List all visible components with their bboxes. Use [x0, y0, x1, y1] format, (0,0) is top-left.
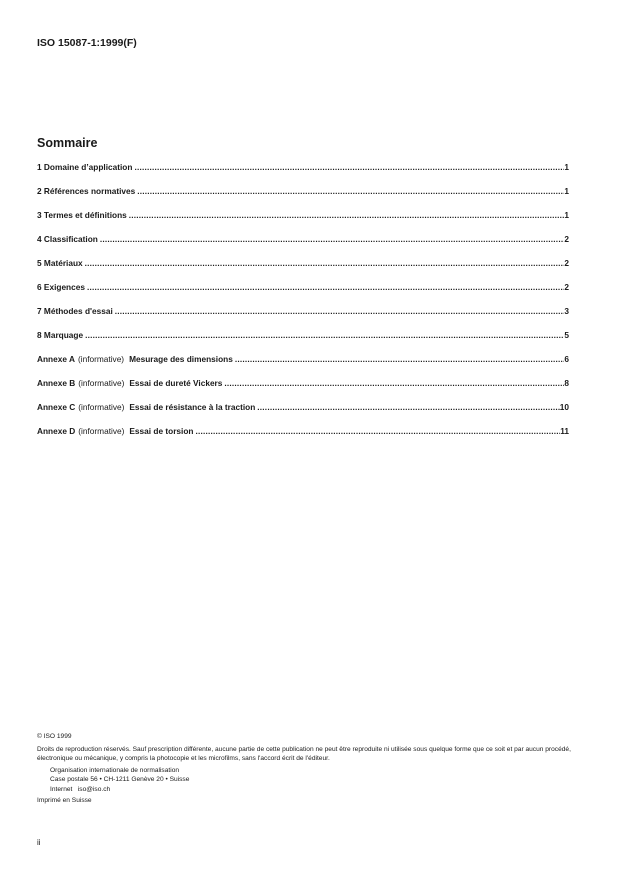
toc-entry-3[interactable] [37, 210, 569, 234]
table-of-contents [37, 162, 569, 450]
dot-leader [85, 330, 564, 340]
toc-page-number: 2 [564, 234, 569, 244]
dot-leader [129, 210, 565, 220]
toc-page-number: 1 [564, 186, 569, 196]
toc-entry-4[interactable] [37, 234, 569, 258]
toc-entry-6[interactable] [37, 282, 569, 306]
toc-page-number: 1 [564, 210, 569, 220]
page-number: ii [37, 838, 41, 847]
annex-title: Essai de torsion [129, 426, 194, 436]
dot-leader [235, 354, 565, 364]
organization-name: Organisation internationale de normalisation [50, 766, 180, 774]
toc-page-number: 8 [564, 378, 569, 388]
dot-leader [115, 306, 565, 316]
annex-type: (informative) [78, 426, 125, 436]
internet-contact [37, 785, 587, 795]
annex-type: (informative) [77, 354, 125, 364]
annex-label: Annexe D [37, 426, 76, 436]
dot-leader [85, 258, 565, 268]
toc-page-number: 10 [559, 402, 569, 412]
postal-address: Case postale 56 • CH-1211 Genève 20 • Suisse [50, 776, 190, 783]
annex-type: (informative) [78, 402, 125, 412]
email-link[interactable]: iso@iso.ch [77, 785, 111, 793]
toc-page-number: 6 [564, 354, 569, 364]
internet-label: Internet [50, 785, 73, 793]
dot-leader [137, 186, 564, 196]
document-id-header: ISO 15087-1:1999(F) [37, 37, 137, 49]
rights-statement: Droits de reproduction réservés. Sauf prescription différente, aucune partie de cette publication ne peut être reproduite ni utilisée sous quelque forme que ce soit et par aucun procédé, électronique ou mécanique, y compris la photocopie et les microfilms, sans l'accord écrit de l'éditeur. [37, 745, 571, 762]
toc-entry-label: 3 Termes et définitions [37, 210, 127, 220]
dot-leader [87, 282, 564, 292]
dot-leader [257, 402, 559, 412]
annex-type: (informative) [78, 378, 125, 388]
toc-entry-label: 6 Exigences [37, 282, 85, 292]
annex-title: Mesurage des dimensions [129, 354, 233, 364]
toc-page-number: 1 [564, 162, 569, 172]
toc-entry-2[interactable] [37, 186, 569, 210]
dot-leader [134, 162, 564, 172]
toc-entry-5[interactable] [37, 258, 569, 282]
dot-leader [100, 234, 565, 244]
toc-entry-8[interactable] [37, 330, 569, 354]
toc-page-number: 2 [564, 282, 569, 292]
annex-title: Essai de dureté Vickers [129, 378, 223, 388]
copyright-notice: © ISO 1999 [37, 733, 72, 740]
dot-leader [195, 426, 560, 436]
toc-title: Sommaire [37, 136, 98, 150]
toc-page-number: 2 [564, 258, 569, 268]
toc-page-number: 11 [560, 426, 569, 436]
annex-label: Annexe C [37, 402, 76, 412]
toc-page-number: 3 [564, 306, 569, 316]
toc-annex-c[interactable] [37, 402, 569, 426]
annex-label: Annexe B [37, 378, 76, 388]
toc-entry-label: 7 Méthodes d'essai [37, 306, 113, 316]
toc-entry-7[interactable] [37, 306, 569, 330]
toc-page-number: 5 [564, 330, 569, 340]
copyright-footer [37, 732, 587, 806]
toc-entry-label: 4 Classification [37, 234, 98, 244]
toc-entry-label: 1 Domaine d’application [37, 162, 133, 172]
toc-entry-1[interactable] [37, 162, 569, 186]
toc-annex-b[interactable] [37, 378, 569, 402]
annex-label: Annexe A [37, 354, 75, 364]
toc-entry-label: 2 Références normatives [37, 186, 136, 196]
toc-entry-label: 8 Marquage [37, 330, 84, 340]
toc-annex-a[interactable] [37, 354, 569, 378]
toc-entry-label: 5 Matériaux [37, 258, 83, 268]
dot-leader [224, 378, 564, 388]
annex-title: Essai de résistance à la traction [129, 402, 256, 412]
toc-annex-d[interactable] [37, 426, 569, 450]
printed-in: Imprimé en Suisse [37, 797, 92, 804]
